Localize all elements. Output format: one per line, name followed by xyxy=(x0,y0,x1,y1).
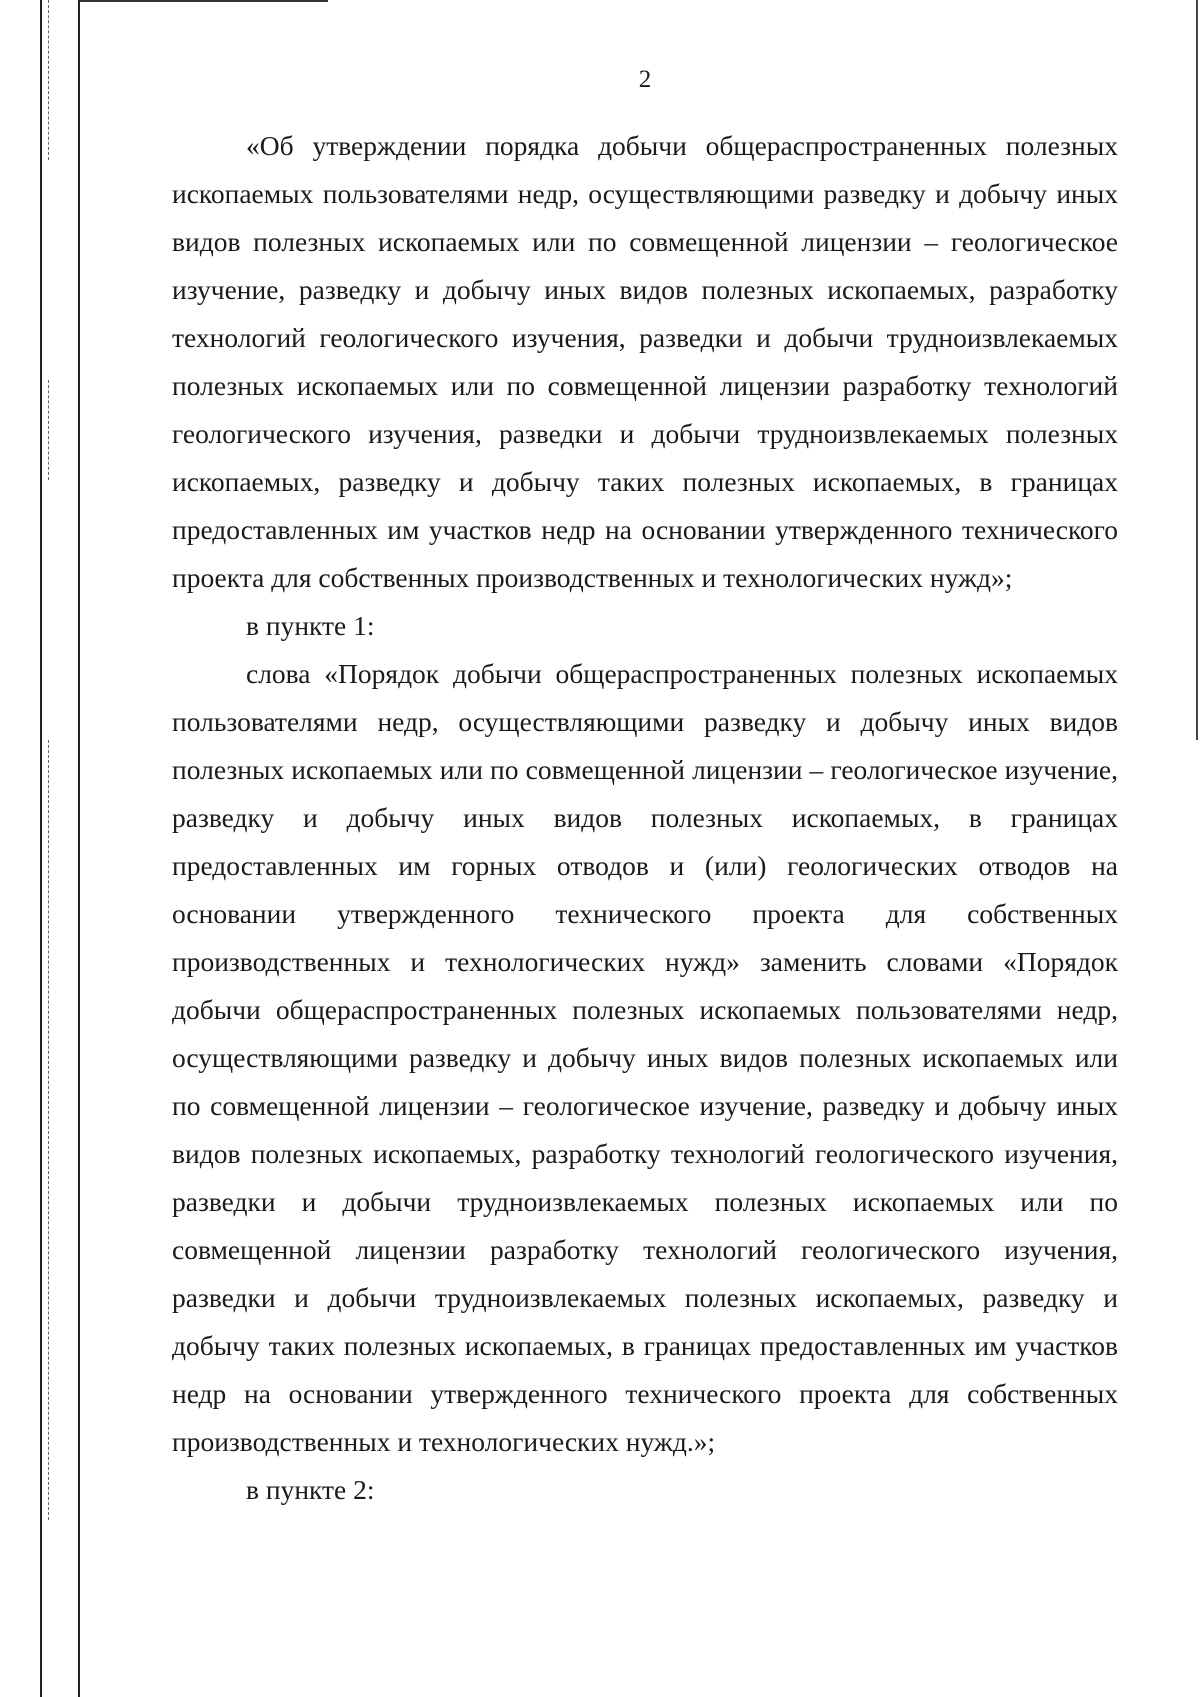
scan-top-rule xyxy=(78,0,328,2)
scan-binding-line xyxy=(40,0,42,1697)
scan-dash-artifact xyxy=(48,380,50,480)
paragraph-item-1-heading: в пункте 1: xyxy=(246,610,375,641)
scan-dash-artifact xyxy=(48,740,50,1520)
scan-margin-line xyxy=(78,0,80,1697)
paragraph-item-2-heading: в пункте 2: xyxy=(246,1474,375,1505)
scan-right-edge xyxy=(1196,0,1198,740)
paragraph-title-quote: «Об утверждении порядка добычи общераспространенных полезных ископаемых пользователями недр, осуществляющими разведку и добычу иных видов полезных ископаемых или по совмещенной лицензии – геологическое изучение, разведку и добычу иных видов полезных ископаемых, разработку технологий геологического изучения, разведки и добычи трудноизвлекаемых полезных ископаемых или по совмещенной лицензии разработку технологий геологического изучения, разведки и добычи трудноизвлекаемых полезных ископаемых, разведку и добычу таких полезных ископаемых, в границах предоставленных им участков недр на основании утвержденного технического проекта для собственных производственных и технологических нужд»; xyxy=(172,130,1118,593)
paragraph-item-1-text: слова «Порядок добычи общераспространенных полезных ископаемых пользователями недр, осуществляющими разведку и добычу иных видов полезных ископаемых или по совмещенной лицензии – геологическое изучение, разведку и добычу иных видов полезных ископаемых, в границах предоставленных им горных отводов и (или) геологических отводов на основании утвержденного технического проекта для собственных производственных и технологических нужд» заменить словами «Порядок добычи общераспространенных полезных ископаемых пользователями недр, осуществляющими разведку и добычу иных видов полезных ископаемых или по совмещенной лицензии – геологическое изучение, разведку и добычу иных видов полезных ископаемых, разработку технологий геологического изучения, разведки и добычи трудноизвлекаемых полезных ископаемых или по совмещенной лицензии разработку технологий геологического изучения, разведки и добычи трудноизвлекаемых полезных ископаемых, разведку и добычу таких полезных ископаемых, в границах предоставленных им участков недр на основании утвержденного технического проекта для собственных производственных и технологических нужд.»; xyxy=(172,658,1118,1457)
page-number: 2 xyxy=(638,66,652,93)
document-body xyxy=(172,122,1118,1514)
